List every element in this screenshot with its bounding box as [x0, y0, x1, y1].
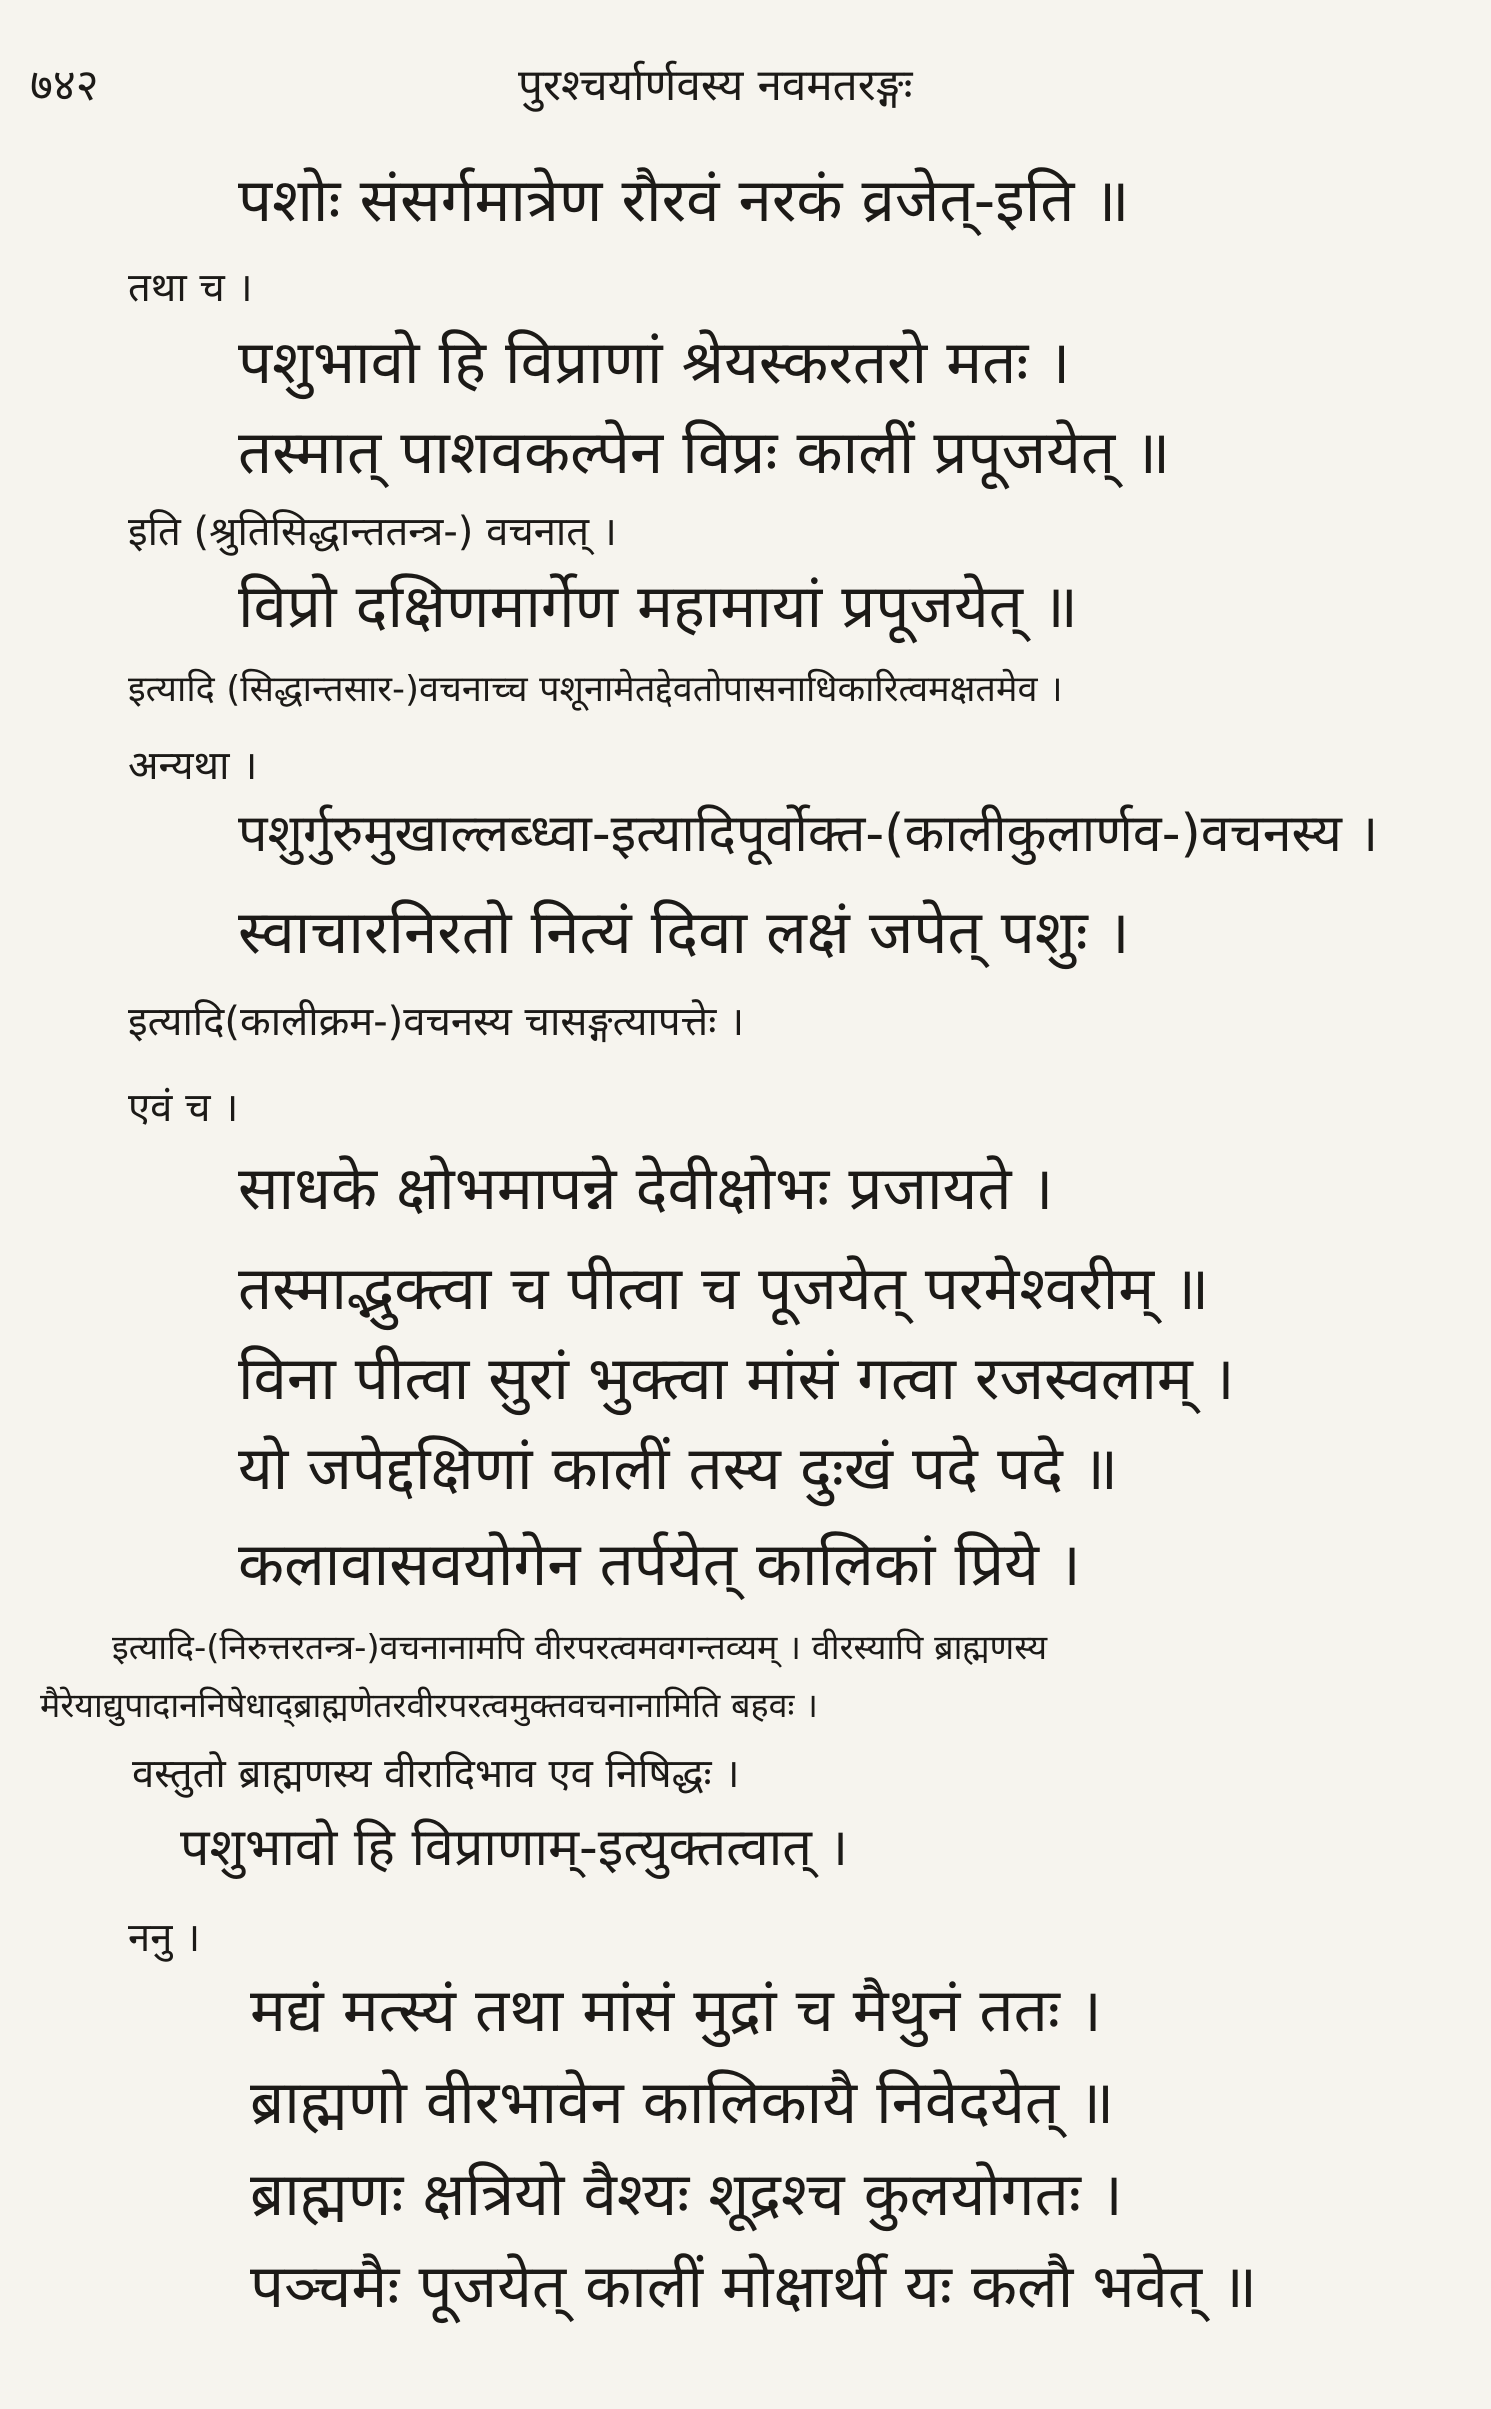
- verse-line: तस्माद्भुक्त्वा च पीत्वा च पूजयेत् परमेश्वरीम् ॥: [238, 1254, 1210, 1324]
- verse-line: विप्रो दक्षिणमार्गेण महामायां प्रपूजयेत् ॥: [238, 572, 1078, 642]
- verse-line: मद्यं मत्स्यं तथा मांसं मुद्रां च मैथुनं ततः ।: [250, 1976, 1102, 2046]
- verse-line: पञ्चमैः पूजयेत् कालीं मोक्षार्थी यः कलौ भवेत् ॥: [250, 2252, 1258, 2322]
- verse-line: ब्राह्मणः क्षत्रियो वैश्यः शूद्रश्च कुलयोगतः ।: [250, 2160, 1123, 2230]
- prose-line: अन्यथा ।: [128, 743, 258, 789]
- verse-line: पशुर्गुरुमुखाल्लब्ध्वा-इत्यादिपूर्वोक्त-(कालीकुलार्णव-)वचनस्य ।: [238, 804, 1379, 864]
- prose-line: इति (श्रुतिसिद्धान्ततन्त्र-) वचनात् ।: [128, 509, 617, 555]
- verse-line: कलावासवयोगेन तर्पयेत् कालिकां प्रिये ।: [238, 1530, 1081, 1600]
- page-number: ७४२: [30, 60, 99, 111]
- verse-line: पशोः संसर्गमात्रेण रौरवं नरकं व्रजेत्-इति ॥: [238, 166, 1130, 236]
- prose-line: वस्तुतो ब्राह्मणस्य वीरादिभाव एव निषिद्धः ।: [132, 1751, 740, 1797]
- prose-line: एवं च ।: [128, 1085, 239, 1131]
- verse-line: ब्राह्मणो वीरभावेन कालिकायै निवेदयेत् ॥: [250, 2068, 1115, 2138]
- verse-line: यो जपेद्दक्षिणां कालीं तस्य दुःखं पदे पदे ॥: [238, 1434, 1119, 1504]
- prose-line: ननु ।: [128, 1915, 201, 1961]
- prose-line: तथा च ।: [128, 265, 253, 311]
- running-title: पुरश्चर्यार्णवस्य नवमतरङ्गः: [518, 60, 913, 111]
- prose-line: इत्यादि-(निरुत्तरतन्त्र-)वचनानामपि वीरपरत्वमवगन्तव्यम् । वीरस्यापि ब्राह्मणस्य: [112, 1628, 1048, 1668]
- verse-line: साधके क्षोभमापन्ने देवीक्षोभः प्रजायते ।: [238, 1154, 1054, 1224]
- verse-line: विना पीत्वा सुरां भुक्त्वा मांसं गत्वा रजस्वलाम् ।: [238, 1344, 1235, 1414]
- verse-line: पशुभावो हि विप्राणां श्रेयस्करतरो मतः ।: [238, 328, 1071, 398]
- verse-line: स्वाचारनिरतो नित्यं दिवा लक्षं जपेत् पशुः ।: [238, 898, 1130, 968]
- prose-line: मैरेयाद्युपादाननिषेधाद्ब्राह्मणेतरवीरपरत्वमुक्तवचनानामिति बहवः ।: [40, 1686, 819, 1726]
- prose-line: इत्यादि(कालीक्रम-)वचनस्य चासङ्गत्यापत्तेः ।: [128, 999, 745, 1045]
- verse-line: तस्मात् पाशवकल्पेन विप्रः कालीं प्रपूजयेत् ॥: [238, 418, 1171, 488]
- prose-line: इत्यादि (सिद्धान्तसार-)वचनाच्च पशूनामेतद्देवतोपासनाधिकारित्वमक्षतमेव ।: [128, 669, 1063, 710]
- verse-line: पशुभावो हि विप्राणाम्-इत्युक्तत्वात् ।: [180, 1818, 849, 1878]
